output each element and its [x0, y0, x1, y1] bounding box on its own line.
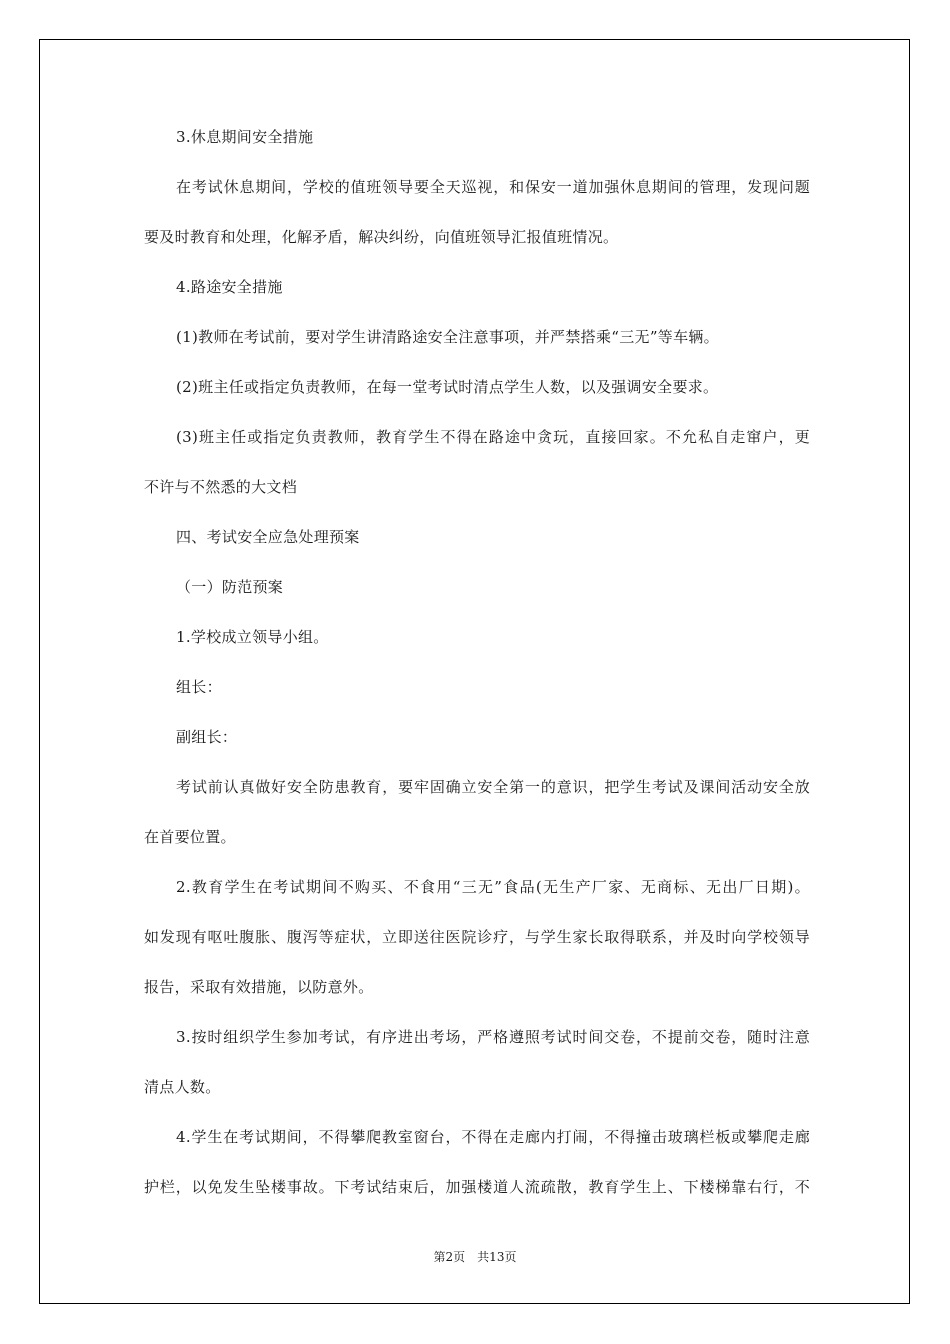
paragraph-line: 考试前认真做好安全防患教育，要牢固确立安全第一的意识，把学生考试及课间活动安全放 [176, 778, 810, 796]
section-heading: 四、考试安全应急处理预案 [176, 528, 360, 546]
paragraph-line: 3.按时组织学生参加考试，有序进出考场，严格遵照考试时间交卷，不提前交卷，随时注意 [176, 1028, 810, 1046]
paragraph-line: 2.教育学生在考试期间不购买、不食用“三无”食品(无生产厂家、无商标、无出厂日期)。 [176, 878, 810, 896]
paragraph-line: (1)教师在考试前，要对学生讲清路途安全注意事项，并严禁搭乘“三无”等车辆。 [176, 328, 719, 346]
paragraph-line: 不许与不然悉的大文档 [144, 478, 298, 496]
paragraph-line: 在考试休息期间，学校的值班领导要全天巡视，和保安一道加强休息期间的管理，发现问题 [176, 178, 810, 196]
page-number: 第2页 共13页 [433, 1250, 517, 1264]
paragraph-line: 报告，采取有效措施，以防意外。 [144, 978, 374, 996]
subsection-heading: （一）防范预案 [176, 578, 284, 596]
paragraph-line: 要及时教育和处理，化解矛盾，解决纠纷，向值班领导汇报值班情况。 [144, 228, 619, 246]
paragraph-line: 在首要位置。 [144, 828, 236, 846]
paragraph-line: 副组长： [176, 728, 238, 746]
section-heading: 4.路途安全措施 [176, 278, 283, 296]
paragraph-line: 1.学校成立领导小组。 [176, 628, 329, 646]
paragraph-line: (3)班主任或指定负责教师，教育学生不得在路途中贪玩，直接回家。不允私自走窜户，更 [176, 428, 810, 446]
section-heading: 3.休息期间安全措施 [176, 128, 314, 146]
paragraph-line: 组长： [176, 678, 222, 696]
paragraph-line: 清点人数。 [144, 1078, 221, 1096]
paragraph-line: 护栏，以免发生坠楼事故。下考试结束后，加强楼道人流疏散，教育学生上、下楼梯靠右行，不 [144, 1178, 810, 1196]
paragraph-line: 4.学生在考试期间，不得攀爬教室窗台，不得在走廊内打闹，不得撞击玻璃栏板或攀爬走廊 [176, 1128, 810, 1146]
paragraph-line: (2)班主任或指定负责教师，在每一堂考试时清点学生人数，以及强调安全要求。 [176, 378, 719, 396]
paragraph-line: 如发现有呕吐腹胀、腹泻等症状，立即送往医院诊疗，与学生家长取得联系，并及时向学校领导 [144, 928, 810, 946]
